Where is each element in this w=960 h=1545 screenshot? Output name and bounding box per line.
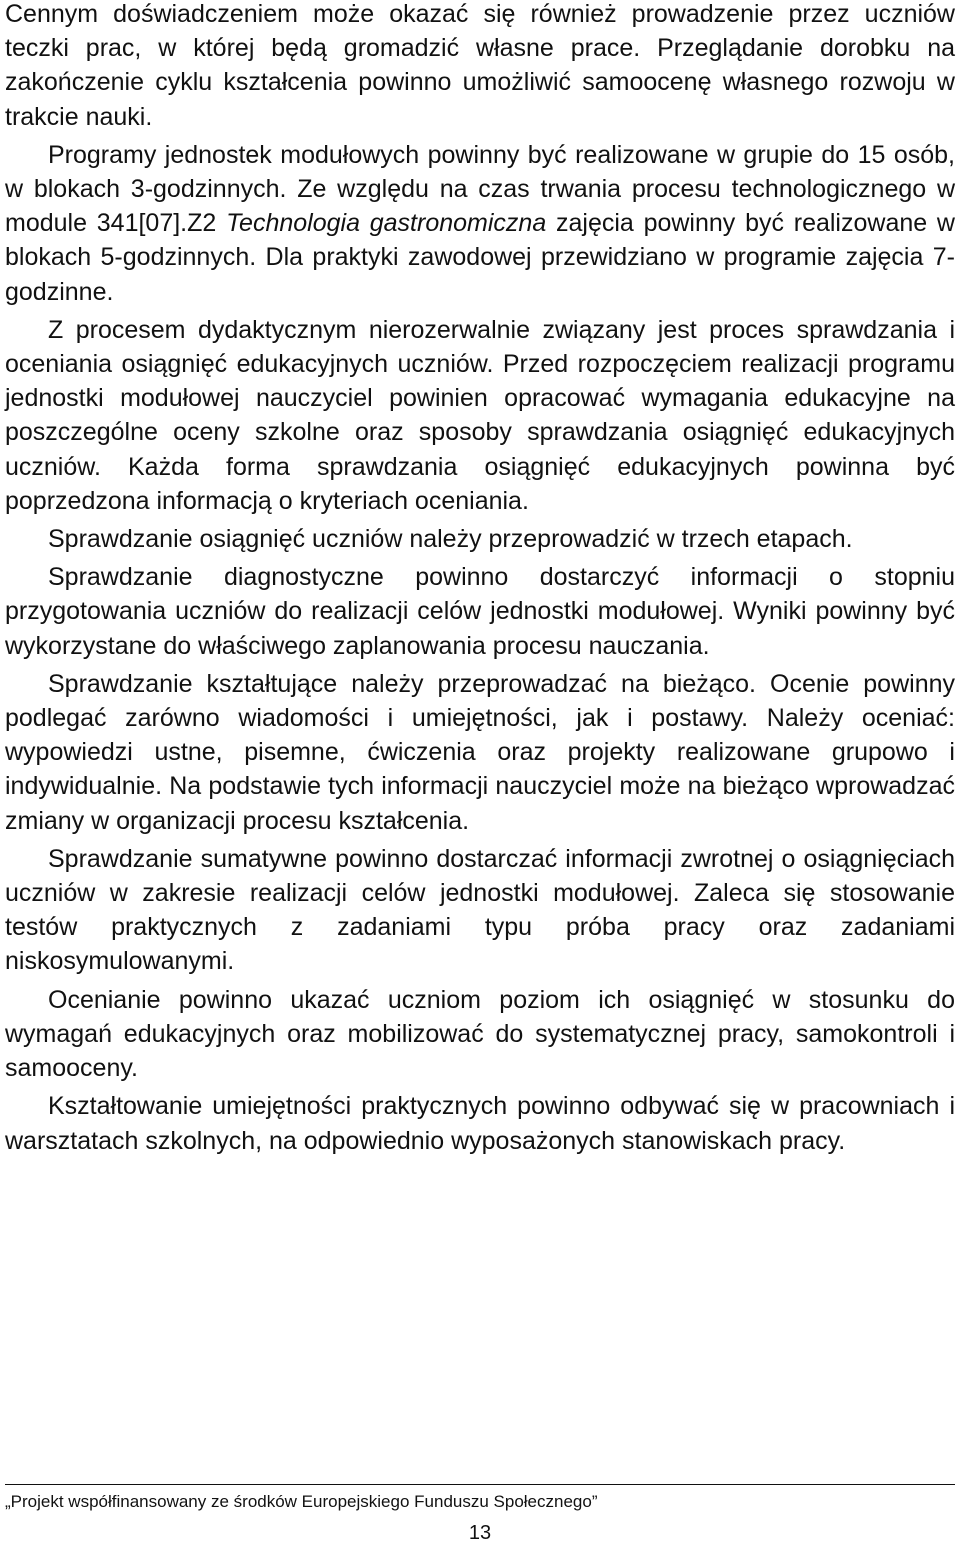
paragraph-summative: Sprawdzanie sumatywne powinno dostarczać informacji zwrotnej o osiągnięciach uczniów w zakresie realizacji celów jednostki modułowej. Zaleca się stosowanie testów praktycznych z zadaniami typu próba pracy oraz zadaniami niskosymulowanymi. [5,844,955,976]
paragraph-diagnostic: Sprawdzanie diagnostyczne powinno dostarczyć informacji o stopniu przygotowania uczniów do realizacji celów jednostki modułowej. Wyniki powinny być wykorzystane do właściwego zaplanowania procesu nauczania. [5,563,955,660]
paragraph-portfolio: Cennym doświadczeniem może okazać się również prowadzenie przez uczniów teczki prac, w której będą gromadzić własne prace. Przeglądanie dorobku na zakończenie cyklu kształcenia powinno umożliwić samoocenę własnego rozwoju w trakcie nauki. [5,0,955,131]
paragraph-formative: Sprawdzanie kształtujące należy przeprowadzać na bieżąco. Ocenie powinny podlegać zarówno wiadomości i umiejętności, jak i postawy. Należy oceniać: wypowiedzi ustne, pisemne, ćwiczenia oraz projekty realizowane grupowo i indywidualnie. Na podstawie tych informacji nauczyciel może na bieżąco wprowadzać zmiany w organizacji procesu kształcenia. [5,669,955,835]
paragraph-practical-skills: Kształtowanie umiejętności praktycznych powinno odbywać się w pracowniach i warsztatach szkolnych, na odpowiednio wyposażonych stanowiskach pracy. [5,1092,955,1155]
module-title-italic: Technologia gastronomiczna [226,209,547,238]
page-number: 13 [468,1522,492,1544]
paragraph-module-blocks [5,138,955,309]
module-blocks-text-1: Programy jednostek modułowych powinny być realizowane w grupie do 15 osób, w blokach 3-godzinnych. Ze względu na czas trwania procesu technologicznego w module 341[07].Z2 [5,140,955,238]
footer-divider [5,1484,955,1485]
module-blocks-text-2: zajęcia powinny być realizowane w blokach 5-godzinnych. Dla praktyki zawodowej przewidziano w programie zajęcia 7-godzinne. [5,209,955,306]
footer-note: „Projekt współfinansowany ze środków Europejskiego Funduszu Społecznego” [5,1492,598,1511]
paragraph-assessment-process: Z procesem dydaktycznym nierozerwalnie związany jest proces sprawdzania i oceniania osiągnięć edukacyjnych uczniów. Przed rozpoczęciem realizacji programu jednostki modułowej nauczyciel powinien opracować wymagania edukacyjne na poszczególne oceny szkolne oraz sposoby sprawdzania osiągnięć edukacyjnych uczniów. Każda forma sprawdzania osiągnięć edukacyjnych powinna być poprzedzona informacją o kryteriach oceniania. [5,315,955,515]
paragraph-grading: Ocenianie powinno ukazać uczniom poziom ich osiągnięć w stosunku do wymagań edukacyjnych oraz mobilizować do systematycznej pracy, samokontroli i samooceny. [5,985,955,1083]
document-body [5,0,955,1162]
paragraph-assessment-stages: Sprawdzanie osiągnięć uczniów należy przeprowadzić w trzech etapach. [48,525,853,554]
